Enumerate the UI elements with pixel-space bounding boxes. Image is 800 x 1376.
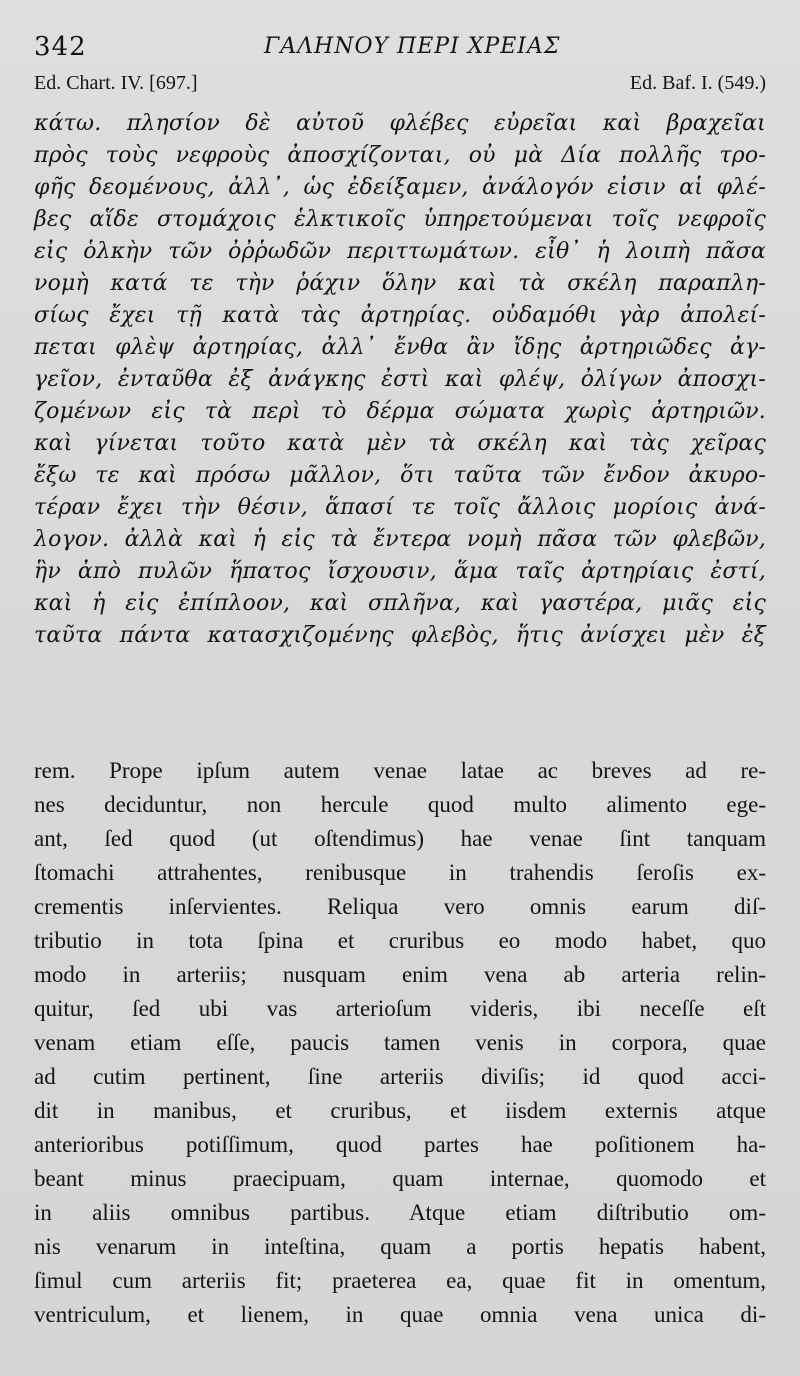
greek-line: λογον. ἀλλὰ καὶ ἡ εἰς τὰ ἔντερα νομὴ πᾶσα τῶν φλεβῶν,	[34, 527, 766, 552]
edition-reference-line	[34, 72, 764, 102]
latin-line: rem. Prope ipſum autem venae latae ac breves ad re-	[34, 758, 766, 783]
latin-line: modo in arteriis; nusquam enim vena ab arteria relin-	[34, 962, 766, 987]
greek-line: ταῦτα πάντα κατασχιζομένης φλεβὸς, ἥτις ἀνίσχει μὲν ἐξ	[34, 623, 766, 648]
greek-line: τέραν ἔχει τὴν θέσιν, ἅπασί τε τοῖς ἄλλοις μορίοις ἀνά-	[34, 495, 766, 520]
greek-line: σίως ἔχει τῇ κατὰ τὰς ἀρτηρίας. οὐδαμόθι γὰρ ἀπολεί-	[34, 303, 766, 328]
edition-reference-basel: Ed. Baf. I. (549.)	[629, 72, 766, 94]
latin-line: tributio in tota ſpina et cruribus eo modo habet, quo	[34, 928, 766, 953]
greek-line: εἰς ὁλκὴν τῶν ὀῤῥωδῶν περιττωμάτων. εἶθ᾽ ἡ λοιπὴ πᾶσα	[34, 239, 766, 264]
latin-line: crementis inſervientes. Reliqua vero omnis earum diſ-	[34, 894, 766, 919]
latin-line: ſtomachi attrahentes, renibusque in trahendis ſeroſis ex-	[34, 860, 766, 885]
greek-line: ζομένων εἰς τὰ περὶ τὸ δέρμα σώματα χωρὶς ἀρτηριῶν.	[34, 399, 766, 424]
page-header	[34, 26, 764, 66]
greek-line: καὶ γίνεται τοῦτο κατὰ μὲν τὰ σκέλη καὶ τὰς χεῖρας	[34, 431, 766, 456]
greek-line: βες αἵδε στομάχοις ἑλκτικοῖς ὑπηρετούμεναι τοῖς νεφροῖς	[34, 207, 766, 232]
greek-line: πρὸς τοὺς νεφροὺς ἀποσχίζονται, οὐ μὰ Δία πολλῆς τρο-	[34, 143, 766, 168]
greek-line: κάτω. πλησίον δὲ αὐτοῦ φλέβες εὐρεῖαι καὶ βραχεῖαι	[34, 111, 766, 136]
latin-text-block	[34, 754, 766, 1332]
latin-line: ant, ſed quod (ut oſtendimus) hae venae ſint tanquam	[34, 826, 766, 851]
latin-line: nis venarum in inteſtina, quam a portis hepatis habent,	[34, 1234, 766, 1259]
page-number: 342	[34, 32, 87, 62]
latin-line: beant minus praecipuam, quam internae, quomodo et	[34, 1166, 766, 1191]
greek-line: γεῖον, ἐνταῦθα ἐξ ἀνάγκης ἐστὶ καὶ φλέψ, ὀλίγων ἀποσχι-	[34, 367, 766, 392]
latin-line: ſimul cum arteriis fit; praeterea ea, quae fit in omentum,	[34, 1268, 766, 1293]
latin-line: dit in manibus, et cruribus, et iisdem externis atque	[34, 1098, 766, 1123]
latin-line: venam etiam eſſe, paucis tamen venis in corpora, quae	[34, 1030, 766, 1055]
latin-line: ventriculum, et lienem, in quae omnia vena unica di-	[34, 1302, 766, 1327]
greek-line: φῆς δεομένους, ἀλλ᾽, ὡς ἐδείξαμεν, ἀνάλογόν εἰσιν αἱ φλέ-	[34, 175, 766, 200]
latin-line: ad cutim pertinent, ſine arteriis diviſis; id quod acci-	[34, 1064, 766, 1089]
greek-line: ἔξω τε καὶ πρόσω μᾶλλον, ὅτι ταῦτα τῶν ἔνδον ἀκυρο-	[34, 463, 766, 488]
latin-line: quitur, ſed ubi vas arterioſum videris, ibi neceſſe eſt	[34, 996, 766, 1021]
latin-line: anterioribus potiſſimum, quod partes hae poſitionem ha-	[34, 1132, 766, 1157]
greek-text-block	[34, 108, 766, 652]
greek-line: καὶ ἡ εἰς ἐπίπλοον, καὶ σπλῆνα, καὶ γαστέρα, μιᾶς εἰς	[34, 591, 766, 616]
edition-reference-chartier: Ed. Chart. IV. [697.]	[34, 72, 198, 94]
latin-line: in aliis omnibus partibus. Atque etiam diſtributio om-	[34, 1200, 766, 1225]
greek-line: πεται φλὲψ ἀρτηρίας, ἀλλ᾽ ἔνθα ἂν ἴδῃς ἀρτηριῶδες ἀγ-	[34, 335, 766, 360]
greek-line: νομὴ κατά τε τὴν ῥάχιν ὅλην καὶ τὰ σκέλη παραπλη-	[34, 271, 766, 296]
greek-line: ἣν ἀπὸ πυλῶν ἥπατος ἴσχουσιν, ἅμα ταῖς ἀρτηρίαις ἐστί,	[34, 559, 766, 584]
running-title: ΓΑΛΗΝΟΥ ΠΕΡΙ ΧΡΕΙΑΣ	[264, 34, 561, 59]
latin-line: nes deciduntur, non hercule quod multo alimento ege-	[34, 792, 766, 817]
